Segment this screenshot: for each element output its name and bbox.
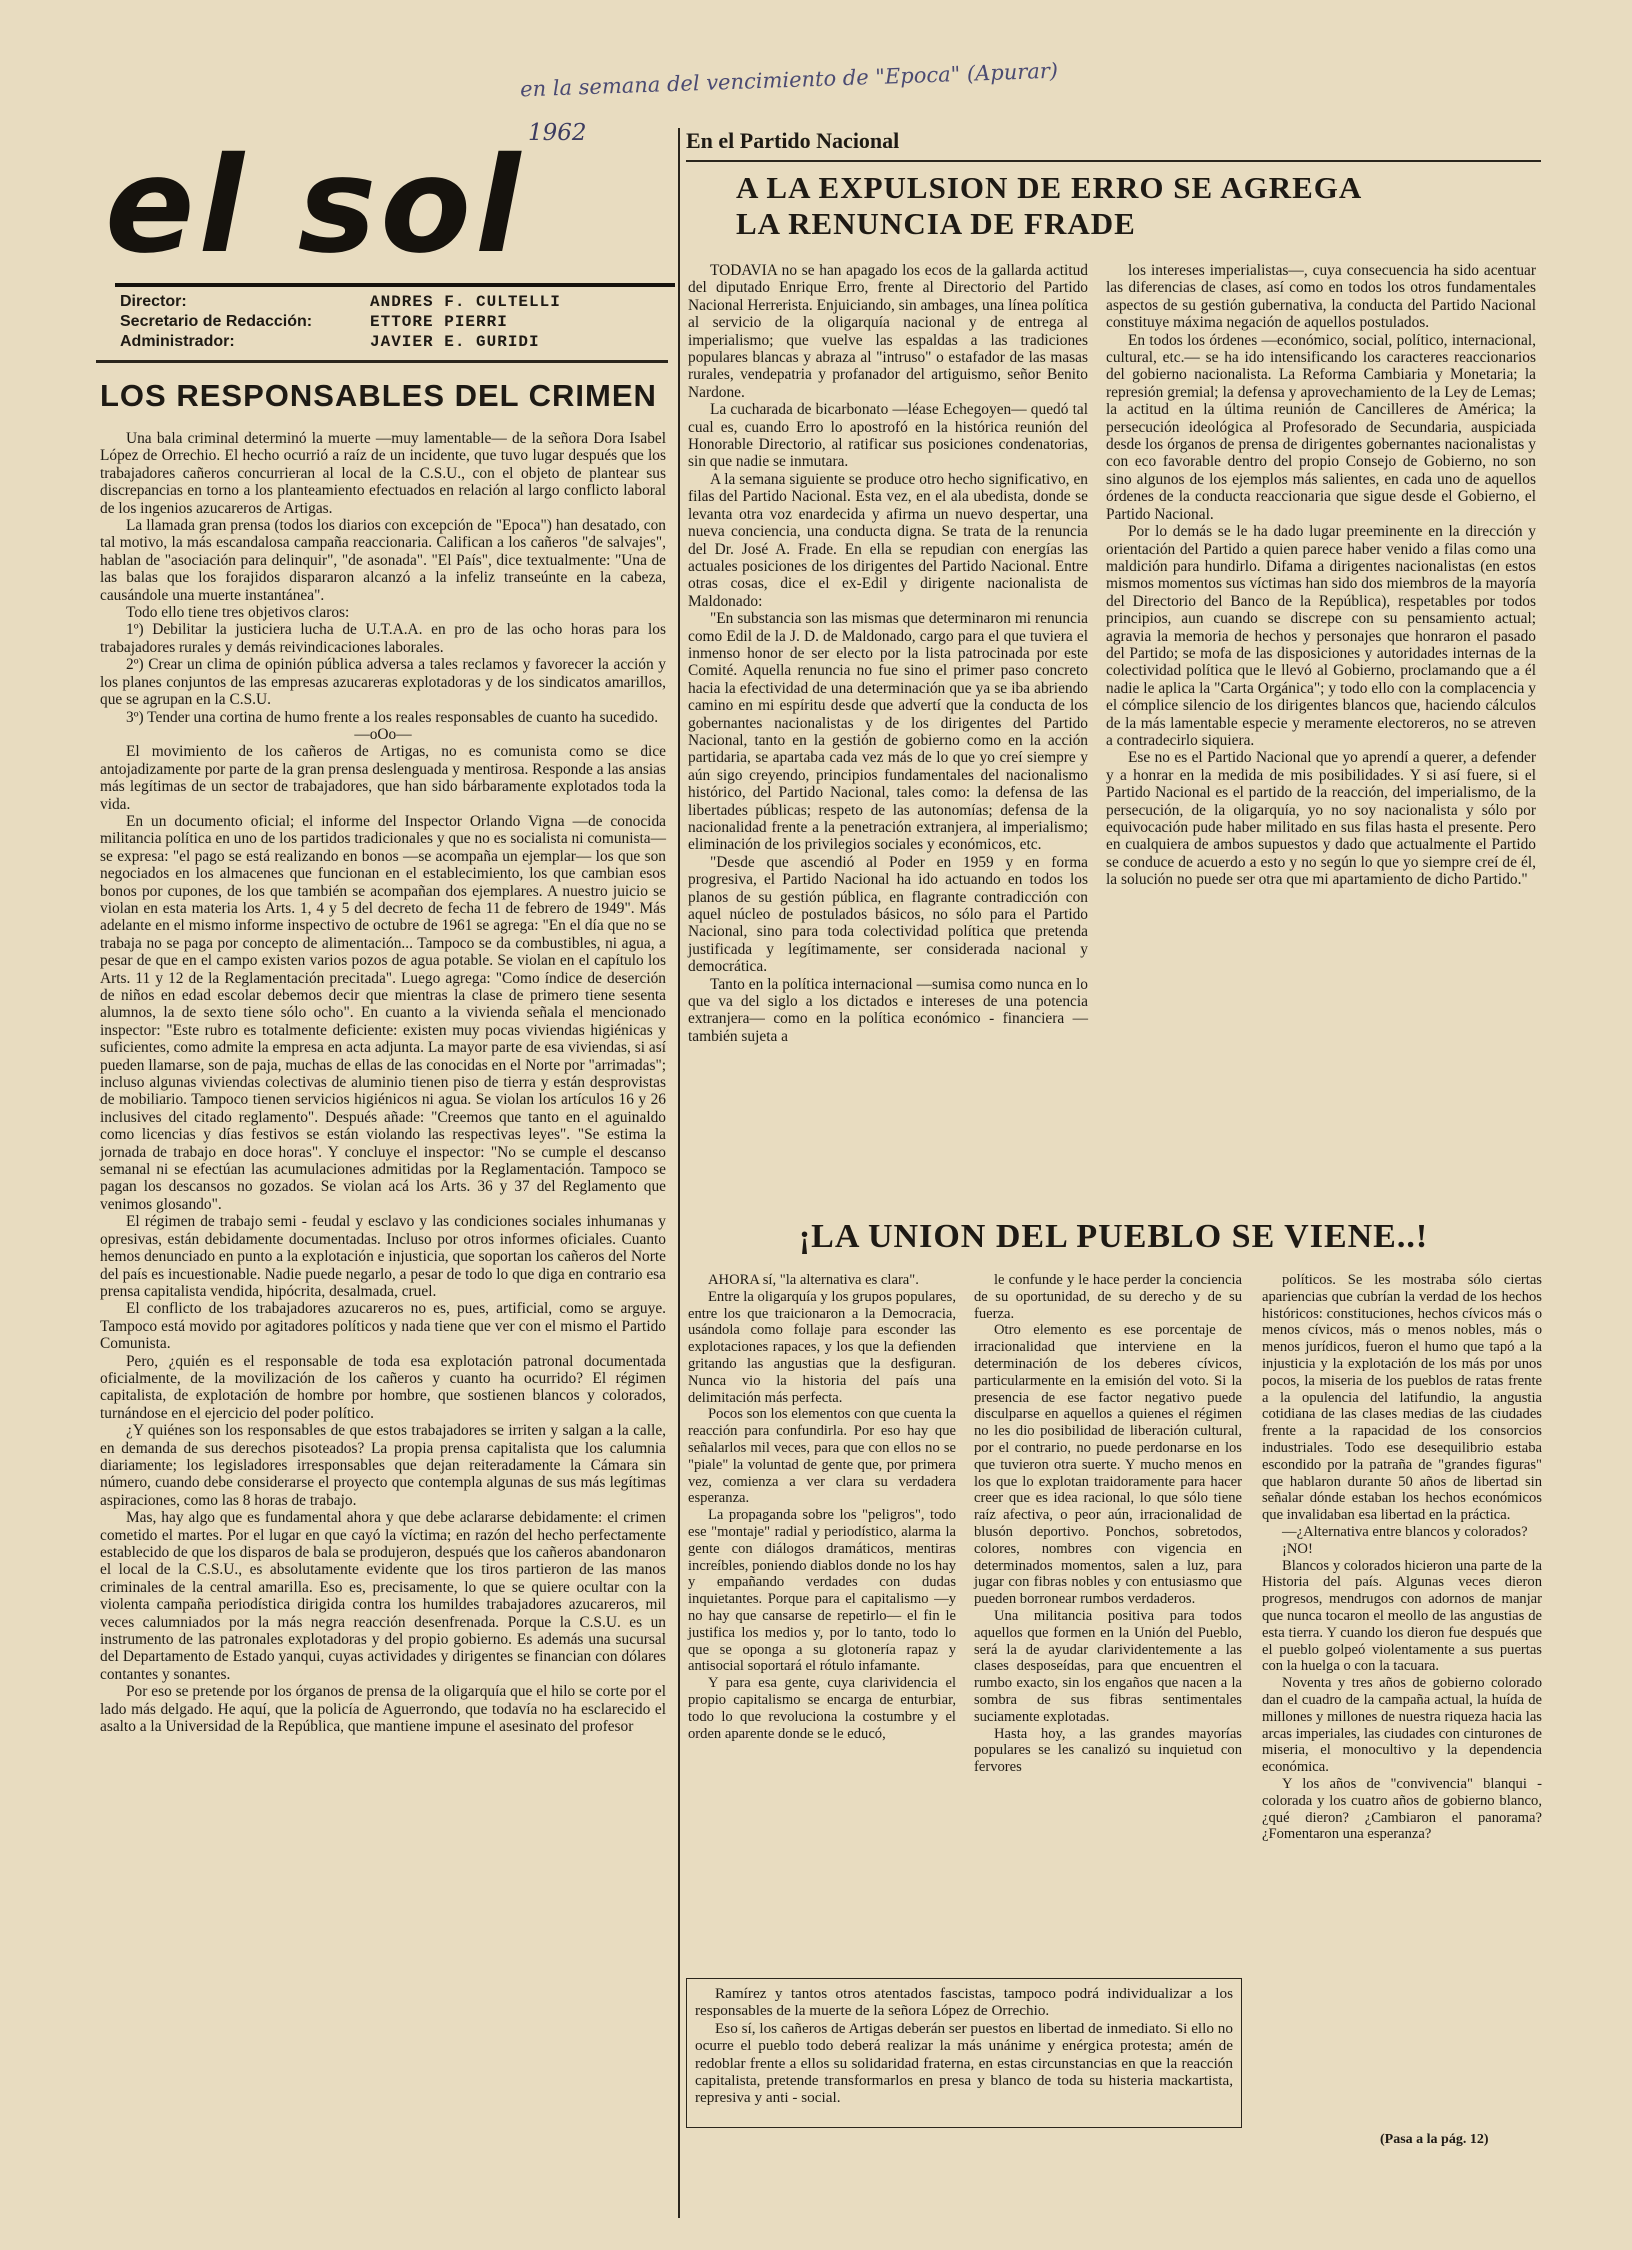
union-column-1 [688,1272,956,1742]
paragraph: Hasta hoy, a las grandes mayorías populares se les canalizó su inquietud con fervores [974,1725,1242,1776]
paragraph: La cucharada de bicarbonato —léase Echegoyen— quedó tal cual es, cuando Erro lo apostrofó en la histórica reunión del Honorable Directorio, al ratificar sus posiciones condenatorias, sin que nadie se inmutara. [688,401,1088,471]
paragraph: le confunde y le hace perder la conciencia de su oportunidad, de su derecho y de su fuerza. [974,1272,1242,1322]
paragraph: ¿Y quiénes son los responsables de que estos trabajadores se irriten y salgan a la calle, en demanda de sus derechos pisoteados? La propia prensa capitalista que los calumnia diariamente; los legisladores irresponsables que dejan reiteradamente la Cámara sin número, cuando debe considerarse el proyecto que contempla algunas de sus más legítimas aspiraciones, como las 8 horas de trabajo. [100,1422,666,1509]
paragraph: Por eso se pretende por los órganos de prensa de la oligarquía que el hilo se corte por el lado más delgado. He aquí, que la policía de Aguerrondo, que todavía no ha esclarecido el asalto a la Universidad de la República, que mantiene impune el asesinato del profesor [100,1683,666,1736]
paragraph: ¡NO! [1282,1540,1313,1557]
staff-row [120,312,680,332]
continued-on-page: (Pasa a la pág. 12) [1380,2132,1489,2147]
paragraph: Ramírez y tantos otros atentados fascistas, tampoco podrá individualizar a los responsables de la muerte de la señora López de Orrechio. [695,1985,1233,2020]
paragraph: Ese no es el Partido Nacional que yo aprendí a querer, a defender y a honrar en la medida de mis posibilidades. Y si así fuere, si el Partido Nacional es el partido de la reacción, del imperialismo, de la persecución, de la oligarquía, yo no soy nacionalista y sólo por equivocación pude haber militado en sus filas hasta el presente. Pero en cualquiera de ambos supuestos y dado que actualmente el Partido se conduce de acuerdo a esto y no según lo que yo siempre creí de él, la solución no puede ser otra que mi apartamiento de dicho Partido." [1106,749,1536,889]
paragraph: En todos los órdenes —económico, social, político, internacional, cultural, etc.— se ha ido intensificando los caracteres reaccionarios del gobierno nacionalista. La Reforma Cambiaria y Monetaria; la represión gremial; la defensa y aprovechamiento de la Ley de Lemas; la actitud en la última reunión de Cancilleres de América; la persecución ideológica al Profesorado de Secundaria, auspiciada desde los órganos de prensa de dirigentes gobernantes nacionalistas y con eco favorable dentro del propio Consejo de Gobierno, no son sino algunos de los ejemplos más salientes, en cada uno de aquellos órdenes de la conducta reaccionaria que sigue desde el Gobierno, el Partido Nacional. [1106,331,1536,523]
staff-row [120,292,680,312]
paragraph: AHORA sí, "la alternativa es clara". [708,1272,919,1288]
paragraph: El movimiento de los cañeros de Artigas, no es comunista como se dice antojadizamente por parte de la gran prensa deslenguada y mentirosa. Responde a las ansias más legítimas de un sector de trabajadores, que han sido bárbaramente explotados toda la vida. [100,743,666,813]
paragraph: los intereses imperialistas—, cuya consecuencia ha sido acentuar las diferencias de clases, así como en todos los otros fundamentales aspectos de su gestión gubernativa, la conducta del Partido Nacional constituye máxima negación de aquellos postulados. [1106,262,1536,332]
paragraph: Otro elemento es ese porcentaje de irracionalidad que interviene en la determinación de los deberes cívicos, particularmente en la emisión del voto. Si la presencia de ese factor negativo puede disculparse en aquellos a quienes el régimen no les dio posibilidad de liberación cultural, por el contrario, no puede perdonarse en los que tuvieron otra suerte. Y mucho menos en los que lo explotan traidoramente para hacer creer que es idea racional, lo que sólo tiene raíz afectiva, o peor aún, irracionalidad de blusón deportivo. Ponchos, sobretodos, colores, nombres con vigencia en determinados momentos, salen a luz, para jugar con fibras nobles y con entusiasmo que pueden borronear rumbos verdaderos. [974,1322,1242,1608]
frade-column-2 [1106,262,1536,889]
frade-column-1 [688,262,1088,1045]
section-label: En el Partido Nacional [686,128,900,153]
paragraph: El régimen de trabajo semi - feudal y esclavo y las condiciones sociales inhumanas y opresivas, están debidamente documentadas. Incluso por otros informes oficiales. Cuanto hemos denunciado en punto a la explotación e injusticia, que soportan los cañeros del Norte del país es incuestionable. Nadie puede negarlo, a pesar de todo lo que diga en contrario esa prensa capitalista vendida, hipócrita, desalmada, cruel. [100,1213,666,1300]
separator: —oOo— [354,725,412,743]
paragraph: políticos. Se les mostraba sólo ciertas apariencias que cubrían la verdad de los hechos históricos: constituciones, hechos cívicos más o menos cívicos, más o menos nobles, más o menos jurídicos, fueron el humo que tapó a la injusticia y la explotación de los más por unos pocos, la miseria de los pueblos de ratas frente a la opulencia del latifundio, la angustia cotidiana de las clases medias de las ciudades frente a la rapacidad de los consorcios industriales. Todo ese desequilibrio estaba escondido por la patraña de "grandes figuras" que hablaron durante 50 años de libertad sin señalar dónde estaban los hechos económicos que invalidaban esa libertad en la práctica. [1262,1272,1542,1524]
paragraph: Eso sí, los cañeros de Artigas deberán ser puestos en libertad de inmediato. Si ello no ocurre el pueblo todo deberá realizar la más unánime y enérgica protesta; amén de redoblar frente a ellos su solidaridad fraterna, en estas circunstancias en que la reacción capitalista, pretende transformarlos en presa y blanco de toda su histeria mackartista, represiva y anti - social. [695,2019,1233,2107]
paragraph: La llamada gran prensa (todos los diarios con excepción de "Epoca") han desatado, con tal motivo, la más escandalosa campaña reaccionaria. Califican a los cañeros "de salvajes", hablan de "asociación para delinquir", "de asonada". "El País", dice textualmente: "Una de las balas que los forajidos dispararon alcanzó a la infeliz transeúnte en la cabeza, causándole una muerte instantánea". [100,517,666,604]
paragraph: Entre la oligarquía y los grupos populares, entre los que traicionaron a la Democracia, usándola como follaje para esconder las explotaciones rapaces, y los que la defienden gritando las angustias que la desfiguran. Nunca vio la historia del país una delimitación más perfecta. [688,1288,956,1406]
paragraph: En un documento oficial; el informe del Inspector Orlando Vigna —de conocida militancia política en uno de los partidos tradicionales y que no es socialista ni comunista— se expresa: "el pago se está realizando en bonos —se acompaña un ejemplar— los que son negociados en los almacenes que funcionan en el establecimiento, los que cambian esos bonos por cupones, de los que también se acompañan dos ejemplares. A nuestro juicio se violan en esta materia los Arts. 1, 4 y 5 del decreto de fecha 11 de febrero de 1949". Más adelante en el mismo informe inspectivo de octubre de 1961 se agrega: "En el día que no se trabaja no se paga por concepto de alimentación... Tampoco se da combustibles, ni agua, a pesar de que en el campo existen varios pozos de agua potable. Se violan en el capítulo los Arts. 11 y 12 de la Reglamentación precitada". Luego agrega: "Como índice de deserción de niños en edad escolar debemos decir que mientras la clase de primero tiene sesenta alumnos, la de sexto tiene sólo ocho". En cuanto a la vivienda señala el mencionado inspector: "Este rubro es totalmente deficiente: existen muy pocas viviendas higiénicas y suficientes, como admite la empresa en acta adjunta. La mayor parte de esa viviendas, si así pueden llamarse, son de paja, muchas de ellas de las conocidas en el Norte por "arrimadas"; incluso algunas viviendas colectivas de aluminio tienen piso de tierra y están desprovistas de mobiliario. Tampoco tienen servicios higiénicos ni agua. Se violan los artículos 16 y 26 inclusives del citado reglamento". Después añade: "Creemos que tanto en el aguinaldo como licencias y días festivos se están violando las respectivas leyes". "Se estima la jornada de trabajo en doce horas". Y concluye el inspector: "No se cumple el descanso semanal ni se efectúan las acumulaciones admitidas por la Reglamentación. Tampoco se pagan los descansos no gozados. Se violan acá los Arts. 36 y 37 del Reglamento que venimos glosando". [100,812,666,1213]
left-article-body [100,430,666,1735]
staff-row [120,332,680,352]
paragraph: Tanto en la política internacional —sumisa como nunca en lo que va del siglo a los dictados e intereses de una potencia extranjera— como en la política económico - financiera —también sujeta a [688,975,1088,1045]
staff-box [120,292,680,352]
paragraph: TODAVIA no se han apagado los ecos de la gallarda actitud del diputado Enrique Erro, frente al Directorio del Partido Nacional Herrerista. Enjuiciando, sin ambages, una línea política al servicio de la oligarquía nacional y de entrega al imperialismo; que vuelve las espaldas a las tradiciones populares blancas y abraza al "intruso" o estafador de las masas rurales, vendepatria y profanador del artiguismo, señor Benito Nardone. [688,262,1089,401]
union-column-2 [974,1272,1242,1776]
paragraph: La propaganda sobre los "peligros", todo ese "montaje" radial y periodístico, alarma la gente con diálogos dramáticos, mentiras increíbles, poniendo diablos donde no los hay y empañando verdades con dudas inquietantes. Porque para el capitalismo —y no hay que cansarse de repetirlo— el fin le justifica los medios y, por lo tanto, todo lo que se oponga a su glotonería rapaz y antisocial soportará el rótulo infamante. [688,1507,956,1675]
masthead-title: el sol [105,129,525,283]
paragraph: Y los años de "convivencia" blanqui - colorada y los cuatro años de gobierno blanco, ¿qué dieron? ¿Cambiaron el panorama? ¿Fomentaron una esperanza? [1262,1775,1542,1843]
paragraph: Noventa y tres años de gobierno colorado dan el cuadro de la campaña actual, la huída de millones y millones de nuestra riqueza hacia las arcas imperiales, las ciudades con cinturones de miseria, el monocultivo y la dependencia económica. [1262,1675,1542,1776]
left-headline: LOS RESPONSABLES DEL CRIMEN [100,378,657,413]
union-column-3 [1262,1272,1542,1843]
handwritten-note: en la semana del vencimiento de "Epoca" (Apurar) [519,58,1059,102]
paragraph: "Desde que ascendió al Poder en 1959 y en forma progresiva, el Partido Nacional ha ido actuando en todos los planos de su gestión pública, en flagrante contradicción con aquel núcleo de postulados básicos, no sólo para el Partido Nacional, sino para toda colectividad política que pretenda justificada y legítimamente, ser considerada nacional y democrática. [688,853,1088,976]
paragraph: A la semana siguiente se produce otro hecho significativo, en filas del Partido Nacional. Esta vez, en el ala ubedista, donde se levanta otra voz enardecida y afirma un nuevo despertar, una nueva conciencia, una conducta digna. Se trata de la renuncia del Dr. José A. Frade. En ella se repudian con energías las actuales posiciones de los dirigentes del Partido Nacional. Entre otras cosas, dice el ex-Edil y dirigente nacionalista de Maldonado: [688,470,1088,610]
paragraph: 3º) Tender una cortina de humo frente a los reales responsables de cuanto ha sucedido. [126,708,659,726]
paragraph: Mas, hay algo que es fundamental ahora y que debe aclararse debidamente: el crimen cometido el martes. Por el lugar en que cayó la víctima; en razón del hecho perfectamente establecido de que los disparos de bala se produjeron, después que los cañeros abandonaron el local de la C.S.U., es absolutamente evidente que los tiros partieron de las manos criminales de la central amarilla. Eso es, precisamente, lo que se quiere ocultar con la violenta campaña periodística dirigida contra los humildes trabajadores azucareros, mil veces calumniados por la más negra reacción desenfrenada. Porque la C.S.U. es un instrumento de las patronales explotadoras y del propio gobierno. Es además una sucursal del Departamento de Estado yanqui, cuyas actividades y dirigentes se financian con dólares contantes y sonantes. [100,1509,666,1683]
staff-name: JAVIER E. GURIDI [370,333,540,351]
staff-role: Secretario de Redacción: [120,313,313,330]
paragraph: 1º) Debilitar la justiciera lucha de U.T.A.A. en pro de las ocho horas para los trabajadores rurales y demás reivindicaciones laborales. [100,621,666,656]
masthead-rule [115,283,675,287]
section-rule [686,160,1541,162]
column-divider [678,128,680,2218]
paragraph: "En substancia son las mismas que determinaron mi renuncia como Edil de la J. D. de Maldonado, cargo para el que tuviera el inmenso honor de ser electo por la lista patrocinada por este Comité. Aquella renuncia no fue sino el primer paso concreto hacia la efectividad de una determinación que ya se iba abriendo camino en mi espíritu desde que advertí que la conducta de los gobernantes nacionalistas y de los dirigentes del Partido Nacional, tanto en la gestión de gobierno como en la acción partidaria, se apartaba cada vez más de lo que yo creí siempre y aún sigo creyendo, principios fundamentales del nacionalismo histórico, del Partido Nacional, tales como: la defensa de las libertades públicas; respeto de las autonomías; defensa de la nacionalidad frente a la penetración extranjera, al imperialismo; eliminación de los privilegios sociales y económicos, etc. [688,610,1088,854]
paragraph: Una militancia positiva para todos aquellos que formen en la Unión del Pueblo, será la de ayudar clarividentemente a las clases desposeídas, para que encuentren el rumbo exacto, sin los engaños que nacen a la sombra de sus fibras sentimentales suciamente explotadas. [974,1607,1242,1725]
paragraph: Pero, ¿quién es el responsable de toda esa explotación patronal documentada oficialmente, de la movilización de los cañeros y cuanto ha ocurrido? El régimen capitalista, de explotación de hombre por hombre, que sostienen blancos y colorados, turnándose en el ejercicio del poder político. [100,1352,666,1422]
union-headline: ¡LA UNION DEL PUEBLO SE VIENE..! [798,1218,1429,1255]
paragraph: Pocos son los elementos con que cuenta la reacción para confundirla. Por eso hay que señalarlos mil veces, para que con ellos no se "piale" la voluntad de gente que, por primera vez, comienza a ver clara su verdadera esperanza. [688,1406,956,1507]
right-headline [736,170,1546,242]
paragraph: El conflicto de los trabajadores azucareros no es, pues, artificial, como se arguye. Tampoco está movido por agitadores políticos y nada tiene que ver con el mismo el Partido Comunista. [100,1300,666,1353]
staff-role: Director: [120,293,187,310]
paragraph: Y para esa gente, cuya clarividencia el propio capitalismo se encarga de enturbiar, todo lo que revoluciona la costumbre y el orden aparente donde se le educó, [688,1675,956,1742]
headline-line: A LA EXPULSION DE ERRO SE AGREGA [736,170,1363,205]
paragraph: Blancos y colorados hicieron una parte de la Historia del país. Algunas veces dieron progresos, mendrugos con adornos de manjar que nunca tocaron el meollo de las angustias de esta tierra. Y cuando los dieron fue después que el pueblo golpeó violentamente a sus puertas con la huelga o con la tacuara. [1262,1557,1542,1675]
staff-name: ANDRES F. CULTELLI [370,293,561,311]
boxed-continuation [686,1978,1242,2128]
staff-role: Administrador: [120,333,235,350]
paragraph: Todo ello tiene tres objetivos claros: [126,604,350,622]
paragraph: Por lo demás se le ha dado lugar preeminente en la dirección y orientación del Partido a quien parece haber venido a filas como una maldición para hundirlo. Difama a dirigentes nacionalistas (en estos mismos momentos sus víctimas han sido dos miembros de la mayoría del Directorio del Banco de la República), respetables por todos principios, aun cuando se discrepe con su pensamiento actual; agravia la memoria de hechos y personajes que honraron el pasado del Partido; se mofa de las disposiciones y autoridades internas de la colectividad política que le llevó al Gobierno, proclamando que a él nadie le aplica la "Carta Orgánica"; y todo ello con la complacencia y el cómplice silencio de los dirigentes blancos que, haciendo cálculos de la más lamentable especie y meramente electoreros, no se atreven a contradecirlo siquiera. [1106,523,1536,749]
paragraph: —¿Alternativa entre blancos y colorados? [1282,1523,1528,1540]
staff-name: ETTORE PIERRI [370,313,508,331]
left-rule [96,360,668,363]
paragraph: 2º) Crear un clima de opinión pública adversa a tales reclamos y favorecer la acción y los planes conjuntos de las empresas azucareras explotadoras y de los sindicatos amarillos, que se agrupan en la C.S.U. [100,656,666,709]
headline-line: LA RENUNCIA DE FRADE [736,206,1136,241]
paragraph: Una bala criminal determinó la muerte —muy lamentable— de la señora Dora Isabel López de Orrechio. El hecho ocurrió a raíz de un incidente, que tuvo lugar después que los trabajadores cañeros concurrieran al local de la C.S.U., con el objeto de plantear sus discrepancias en torno a los planteamiento efectuados en relación al largo conflicto laboral de los ingenios azucareros de Artigas. [100,430,666,517]
handwritten-year: 1962 [528,120,587,146]
